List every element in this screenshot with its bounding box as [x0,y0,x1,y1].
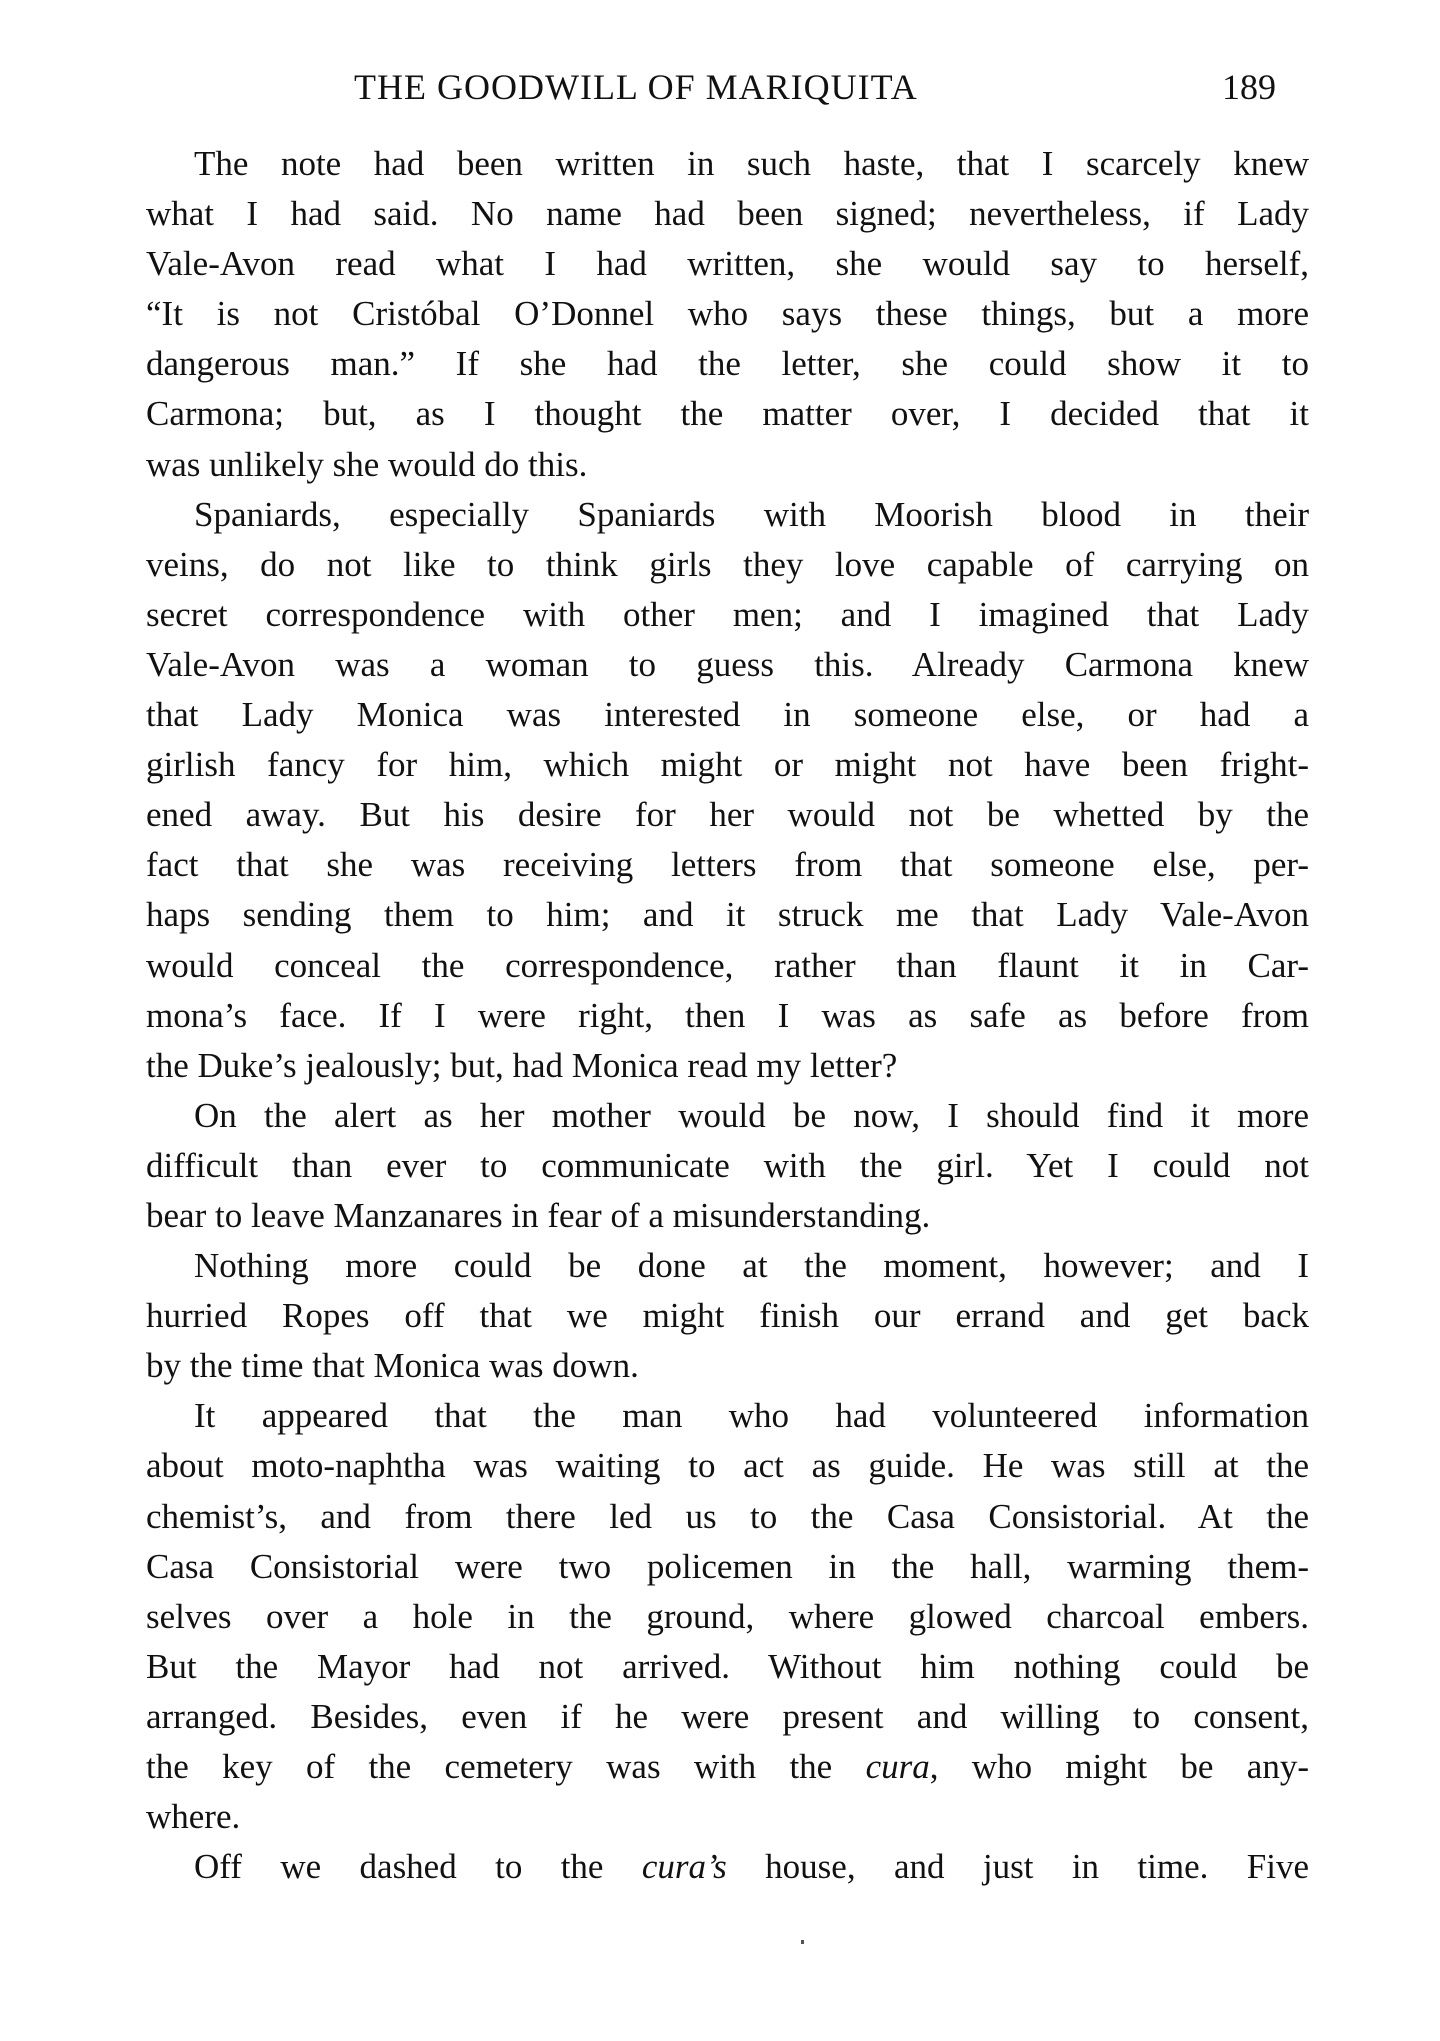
text-segment: selves over a hole in the ground, where glowed charcoal embers. [146,1596,1309,1636]
text-line [146,1592,1309,1642]
text-segment: , who might be any- [929,1747,1309,1786]
text-line [146,389,1309,439]
text-segment: secret correspondence with other men; and I imagined that Lady [146,594,1309,634]
text-line [146,1291,1309,1341]
text-segment: what I had said. No name had been signed; nevertheless, if Lady [146,194,1309,234]
text-segment: girlish fancy for him, which might or might not have been fright- [146,745,1309,785]
text-line [146,790,1309,840]
text-line [146,690,1309,740]
body-text [146,139,1309,1892]
text-segment: ened away. But his desire for her would not be whetted by the [146,795,1309,835]
text-segment: haps sending them to him; and it struck me that Lady Vale-Avon [146,895,1309,935]
text-line [146,941,1309,991]
text-segment: Carmona; but, as I thought the matter over, I decided that it [146,394,1309,434]
text-line [146,640,1309,690]
text-line [146,1341,1309,1391]
text-segment: On the alert as her mother would be now, I should find it more [194,1095,1309,1135]
text-line [146,339,1309,389]
text-line [146,1091,1309,1141]
text-segment: veins, do not like to think girls they love capable of carrying on [146,544,1309,584]
text-line [146,1241,1309,1291]
text-segment: by the time that Monica was down. [146,1346,639,1386]
text-line [146,139,1309,189]
text-line [146,440,1309,490]
text-line [146,840,1309,890]
scan-speck [801,1940,804,1944]
text-line [146,289,1309,339]
italic-text: cura’s [641,1847,727,1887]
text-segment: Nothing more could be done at the moment, however; and I [194,1246,1309,1286]
text-segment: But the Mayor had not arrived. Without him nothing could be [146,1646,1309,1686]
text-segment: dangerous man.” If she had the letter, she could show it to [146,344,1309,384]
running-head [0,66,1440,116]
text-line [146,1692,1309,1742]
text-segment: bear to leave Manzanares in fear of a misunderstanding. [146,1195,931,1235]
text-line [146,490,1309,540]
text-line [146,1441,1309,1491]
text-segment: It appeared that the man who had volunteered information [194,1396,1309,1436]
text-segment: arranged. Besides, even if he were present and willing to consent, [146,1696,1309,1736]
text-segment: fact that she was receiving letters from that someone else, per- [146,845,1309,885]
text-line [146,1642,1309,1692]
text-segment: Casa Consistorial were two policemen in the hall, warming them- [146,1546,1309,1586]
italic-text: cura [865,1747,930,1786]
text-line [146,239,1309,289]
text-line [146,189,1309,239]
text-line [146,1492,1309,1542]
running-head-title: THE GOODWILL OF MARIQUITA [354,67,918,107]
text-line [146,540,1309,590]
text-segment: the key of the cemetery was with the [146,1747,866,1786]
page-number: 189 [1222,67,1276,107]
text-line [146,1792,1309,1842]
text-segment: “It is not Cristóbal O’Donnel who says these things, but a more [146,294,1309,334]
text-line [146,1742,1309,1792]
text-line [146,1041,1309,1091]
text-line [146,1542,1309,1592]
text-segment: would conceal the correspondence, rather than flaunt it in Car- [146,945,1309,985]
text-segment: The note had been written in such haste, that I scarcely knew [194,144,1309,183]
text-line [146,740,1309,790]
text-line [146,1842,1309,1892]
text-segment: Spaniards, especially Spaniards with Moorish blood in their [194,494,1309,534]
text-line [146,590,1309,640]
text-segment: was unlikely she would do this. [146,444,588,484]
text-segment: Vale-Avon read what I had written, she would say to herself, [146,244,1309,284]
text-line [146,1141,1309,1191]
text-line [146,991,1309,1041]
text-line [146,890,1309,940]
text-segment: mona’s face. If I were right, then I was as safe as before from [146,995,1309,1035]
text-segment: where. [146,1797,241,1837]
text-segment: difficult than ever to communicate with the girl. Yet I could not [146,1145,1309,1185]
text-segment: hurried Ropes off that we might finish our errand and get back [146,1296,1309,1336]
text-segment: that Lady Monica was interested in someone else, or had a [146,695,1309,735]
text-segment: Vale-Avon was a woman to guess this. Already Carmona knew [146,644,1309,684]
text-segment: house, and just in time. Five [726,1847,1309,1887]
text-segment: Off we dashed to the [194,1847,642,1887]
text-segment: about moto-naphtha was waiting to act as guide. He was still at the [146,1446,1309,1486]
text-line [146,1191,1309,1241]
text-segment: the Duke’s jealously; but, had Monica read my letter? [146,1045,898,1085]
text-line [146,1391,1309,1441]
text-segment: chemist’s, and from there led us to the Casa Consistorial. At the [146,1496,1309,1536]
